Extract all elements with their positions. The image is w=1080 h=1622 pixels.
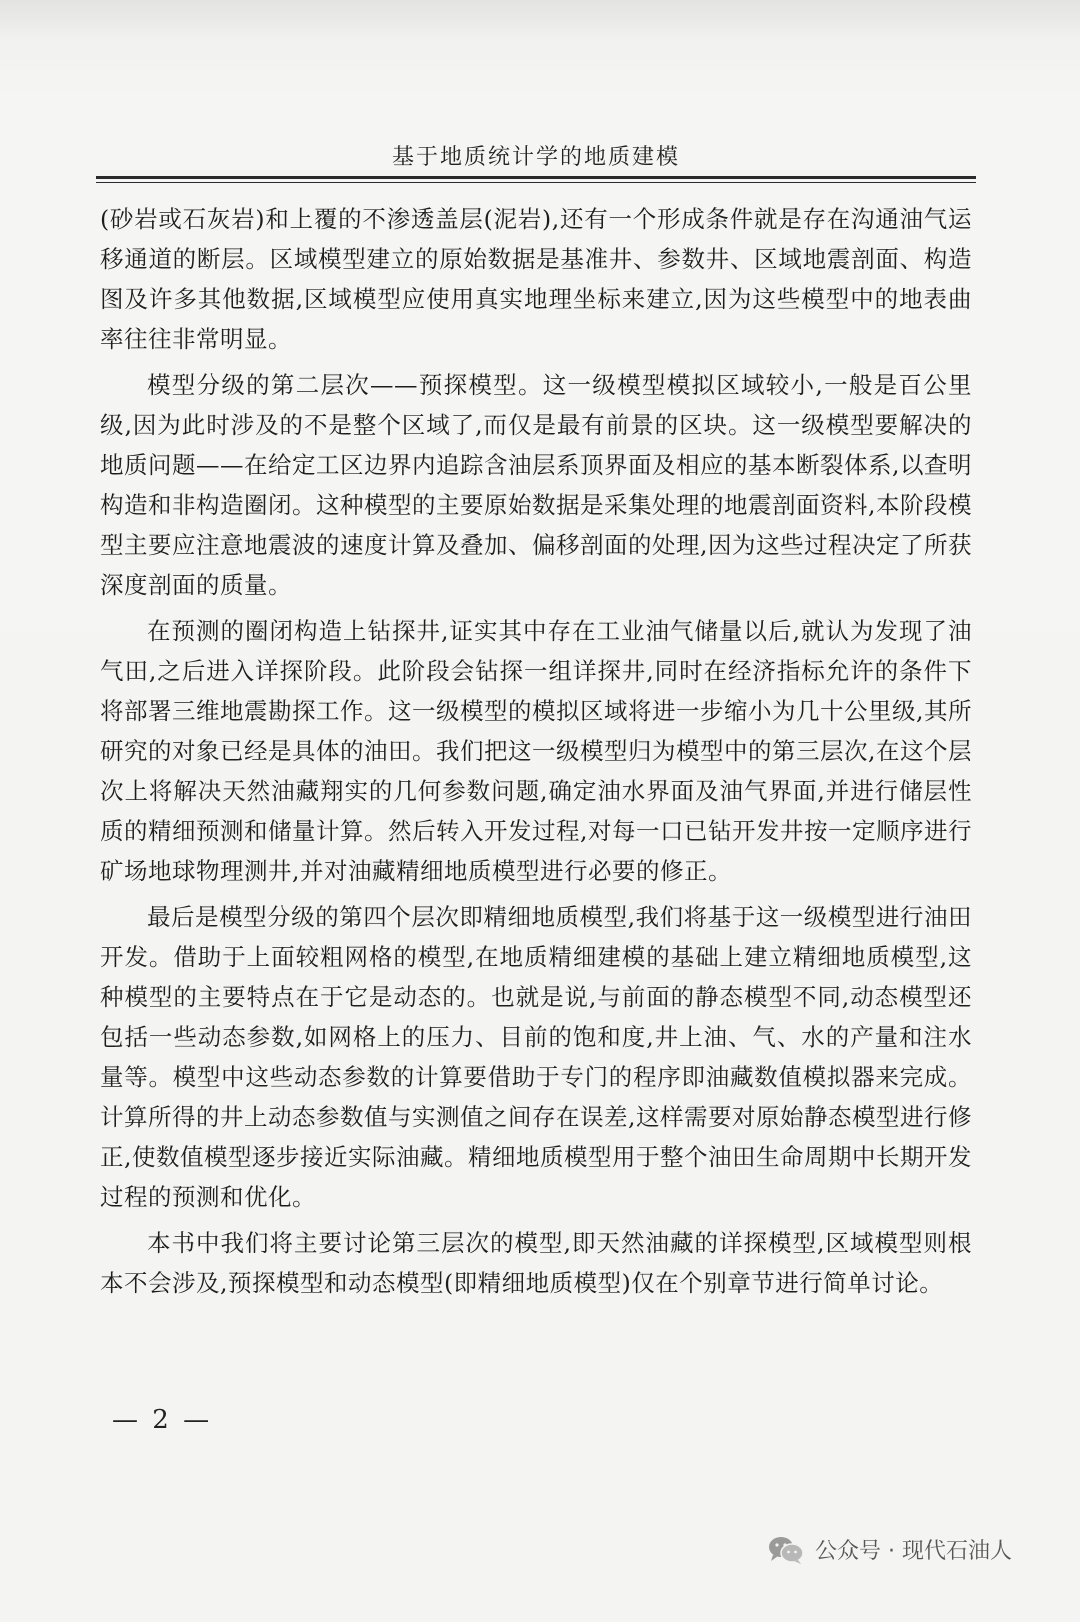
page-number: — 2 —	[112, 1405, 213, 1435]
watermark	[767, 1534, 1012, 1565]
paragraph-5: 本书中我们将主要讨论第三层次的模型,即天然油藏的详探模型,区域模型则根本不会涉及,预探模型和动态模型(即精细地质模型)仅在个别章节进行简单讨论。	[100, 1229, 972, 1297]
header-rule-thin	[96, 182, 976, 183]
paragraph-1: (砂岩或石灰岩)和上覆的不渗透盖层(泥岩),还有一个形成条件就是存在沟通油气运移通道的断层。区域模型建立的原始数据是基准井、参数井、区域地震剖面、构造图及许多其他数据,区域模型应使用真实地理坐标来建立,因为这些模型中的地表曲率往往非常明显。	[100, 205, 972, 353]
wechat-icon	[767, 1535, 805, 1565]
watermark-text: 公众号 · 现代石油人	[815, 1539, 1012, 1564]
header-rule-thick	[96, 176, 976, 179]
paragraph-2: 模型分级的第二层次——预探模型。这一级模型模拟区域较小,一般是百公里级,因为此时涉及的不是整个区域了,而仅是最有前景的区块。这一级模型要解决的地质问题——在给定工区边界内追踪含油层系顶界面及相应的基本断裂体系,以查明构造和非构造圈闭。这种模型的主要原始数据是采集处理的地震剖面资料,本阶段模型主要应注意地震波的速度计算及叠加、偏移剖面的处理,因为这些过程决定了所获深度剖面的质量。	[100, 371, 972, 599]
paragraph-3: 在预测的圈闭构造上钻探井,证实其中存在工业油气储量以后,就认为发现了油气田,之后进入详探阶段。此阶段会钻探一组详探井,同时在经济指标允许的条件下将部署三维地震勘探工作。这一级模型的模拟区域将进一步缩小为几十公里级,其所研究的对象已经是具体的油田。我们把这一级模型归为模型中的第三层次,在这个层次上将解决天然油藏翔实的几何参数问题,确定油水界面及油气界面,并进行储层性质的精细预测和储量计算。然后转入开发过程,对每一口已钻开发井按一定顺序进行矿场地球物理测井,并对油藏精细地质模型进行必要的修正。	[100, 617, 972, 885]
running-head: 基于地质统计学的地质建模	[391, 145, 680, 170]
body-text	[100, 199, 972, 1309]
paragraph-4: 最后是模型分级的第四个层次即精细地质模型,我们将基于这一级模型进行油田开发。借助于上面较粗网格的模型,在地质精细建模的基础上建立精细地质模型,这种模型的主要特点在于它是动态的。也就是说,与前面的静态模型不同,动态模型还包括一些动态参数,如网格上的压力、目前的饱和度,井上油、气、水的产量和注水量等。模型中这些动态参数的计算要借助于专门的程序即油藏数值模拟器来完成。计算所得的井上动态参数值与实测值之间存在误差,这样需要对原始静态模型进行修正,使数值模型逐步接近实际油藏。精细地质模型用于整个油田生命周期中长期开发过程的预测和优化。	[100, 903, 972, 1211]
scan-shadow	[0, 0, 1080, 40]
